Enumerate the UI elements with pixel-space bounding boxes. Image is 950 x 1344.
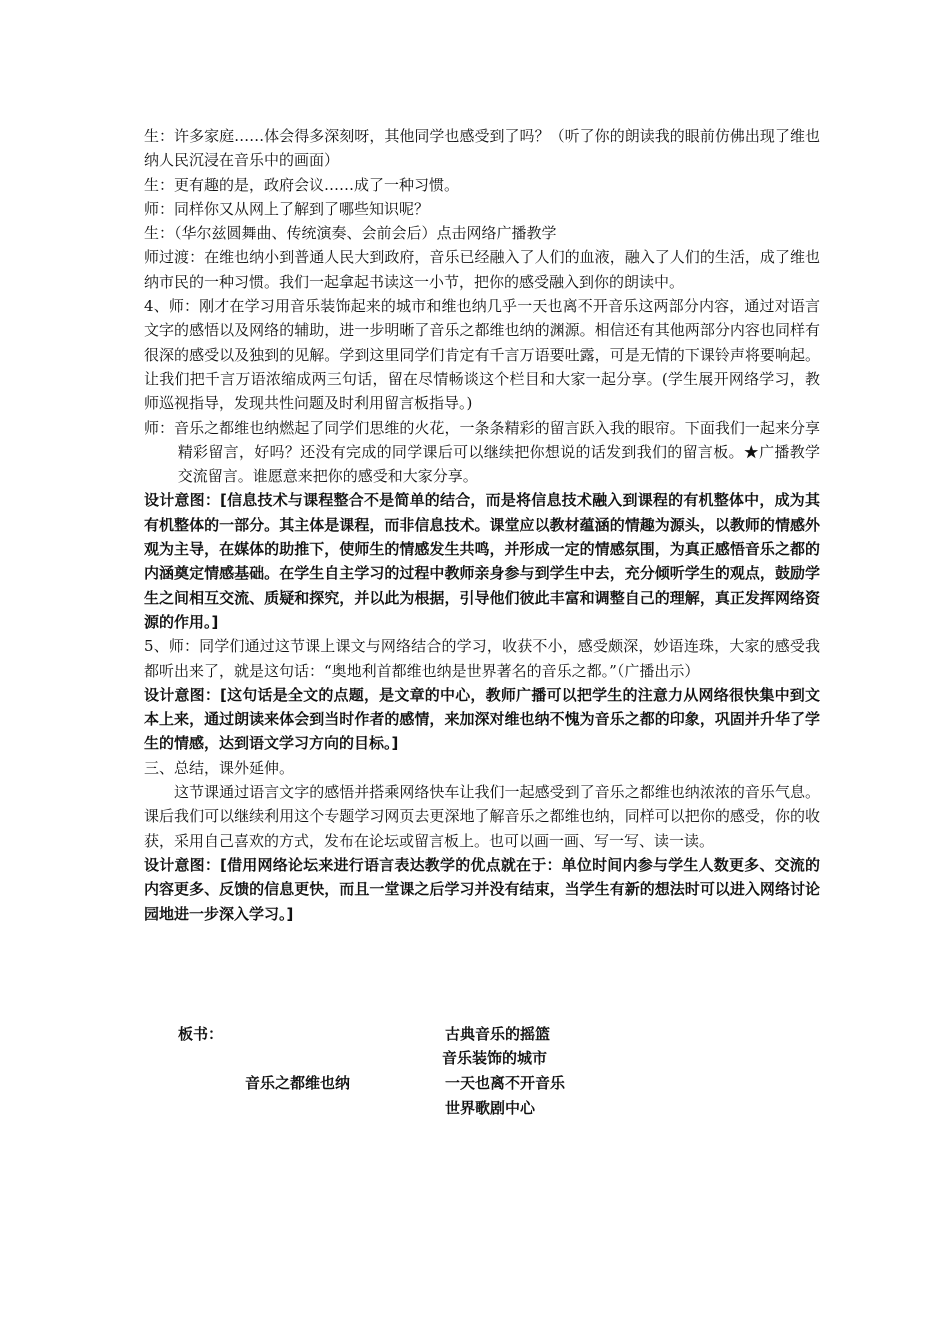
paragraph-step-5: 5、师：同学们通过这节课上课文与网络结合的学习，收获不小，感受颇深，妙语连珠，大家的感受我都听出来了，就是这句话：“奥地利首都维也纳是世界著名的音乐之都。”（广播出示） [144, 637, 820, 680]
paragraph-student-reading: 生：许多家庭……体会得多深刻呀，其他同学也感受到了吗？（听了你的朗读我的眼前仿佛出现了维也纳人民沉浸在音乐中的画面） [144, 127, 820, 170]
board-item: 古典音乐的摇篮 [445, 1025, 551, 1043]
design-intent-1: 设计意图：[信息技术与课程整合不是简单的结合，而是将信息技术融入到课程的有机整体中，成为其有机整体的一部分。其主体是课程，而非信息技术。课堂应以教材蕴涵的情趣为源头，以教师的情感外观为主导，在媒体的助推下，使师生的情感发生共鸣，并形成一定的情感氛围，为真正感悟音乐之都的内涵奠定情感基础。在学生自主学习的过程中教师亲身参与到学生中去，充分倾听学生的观点，鼓励学生之间相互交流、质疑和探究，并以此为根据，引导他们彼此丰富和调整自己的理解，真正发挥网络资源的作用。] [144, 491, 820, 631]
board-item: 世界歌剧中心 [445, 1099, 536, 1117]
paragraph-teacher-question: 师：同样你又从网上了解到了哪些知识呢？ [144, 199, 430, 218]
board-center-title: 音乐之都维也纳 [245, 1074, 351, 1092]
paragraph-summary: 这节课通过语言文字的感悟并搭乘网络快车让我们一起感受到了音乐之都维也纳浓浓的音乐气息。课后我们可以继续利用这个专题学习网页去更深地了解音乐之都维也纳，同样可以把你的感受，你的收获，采用自己喜欢的方式，发布在论坛或留言板上。也可以画一画、写一写、读一读。 [144, 783, 820, 850]
section-heading-summary: 三、总结，课外延伸。 [144, 758, 295, 777]
board-item: 音乐装饰的城市 [442, 1049, 548, 1067]
paragraph-student-broadcast: 生：（华尔兹圆舞曲、传统演奏、会前会后）点击网络广播教学 [144, 224, 557, 243]
board-label: 板书： [178, 1025, 224, 1043]
document-body [144, 124, 820, 926]
design-intent-3: 设计意图：[借用网络论坛来进行语言表达教学的优点就在于：单位时间内参与学生人数更多、交流的内容更多、反馈的信息更快，而且一堂课之后学习并没有结束，当学生有新的想法时可以进入网络讨论园地进一步深入学习。] [144, 855, 820, 923]
paragraph-teacher-sharing: 师：音乐之都维也纳燃起了同学们思维的火花，一条条精彩的留言跃入我的眼帘。下面我们一起来分享精彩留言，好吗？还没有完成的同学课后可以继续把你想说的话发到我们的留言板。★广播教学交流留言。谁愿意来把你的感受和大家分享。 [144, 418, 820, 486]
design-intent-2: 设计意图：[这句话是全文的点题，是文章的中心，教师广播可以把学生的注意力从网络很快集中到文本上来，通过朗读来体会到当时作者的感情，来加深对维也纳不愧为音乐之都的印象，巩固并升华了学生的情感，达到语文学习方向的目标。] [144, 685, 820, 753]
paragraph-step-4: 4、师：刚才在学习用音乐装饰起来的城市和维也纳几乎一天也离不开音乐这两部分内容，通过对语言文字的感悟以及网络的辅助，进一步明晰了音乐之都维也纳的渊源。相信还有其他两部分内容也同样有很深的感受以及独到的见解。学到这里同学们肯定有千言万语要吐露，可是无情的下课铃声将要响起。让我们把千言万语浓缩成两三句话，留在尽情畅谈这个栏目和大家一起分享。(学生展开网络学习，教师巡视指导，发现共性问题及时利用留言板指导。) [144, 297, 820, 413]
paragraph-student-government: 生：更有趣的是，政府会议……成了一种习惯。 [144, 175, 460, 194]
paragraph-teacher-transition: 师过渡：在维也纳小到普通人民大到政府，音乐已经融入了人们的血液，融入了人们的生活，成了维也纳市民的一种习惯。我们一起拿起书读这一小节，把你的感受融入到你的朗读中。 [144, 248, 820, 291]
board-item: 一天也离不开音乐 [445, 1074, 566, 1092]
